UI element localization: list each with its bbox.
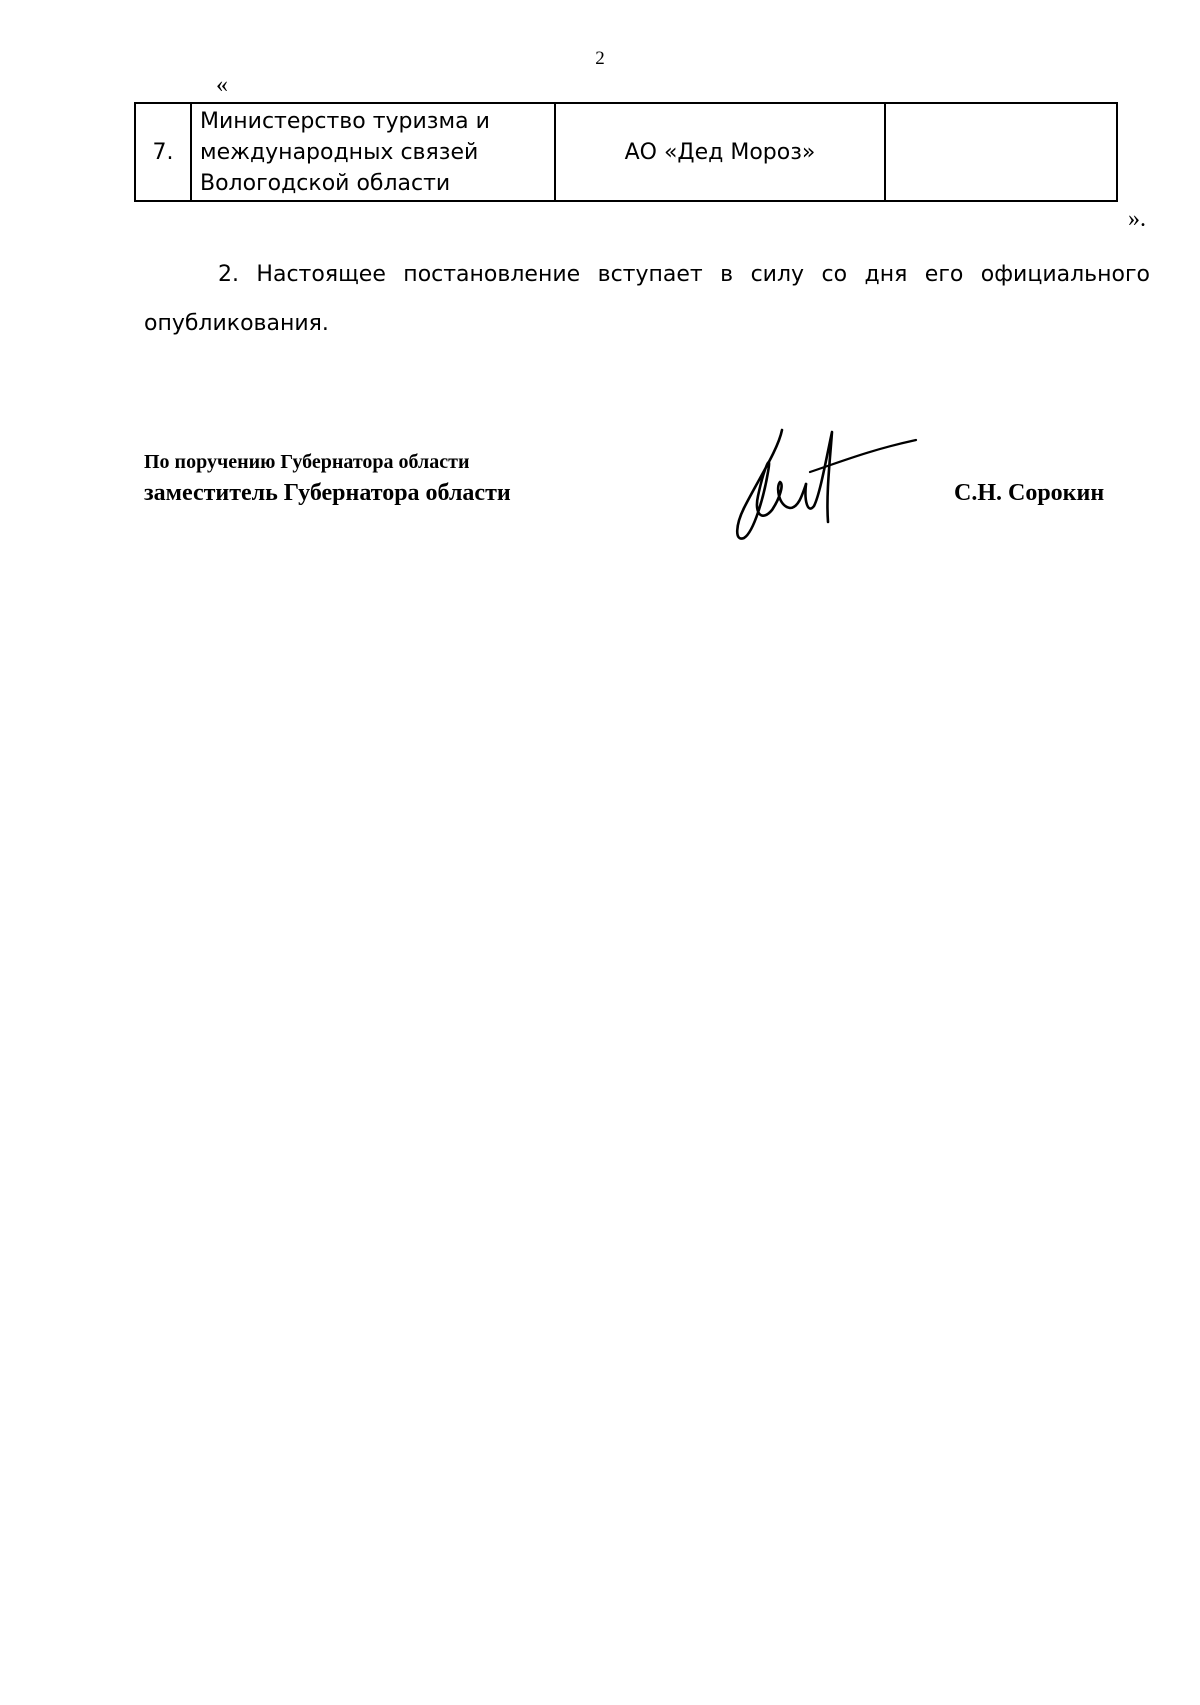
organization-line: Вологодской области [200,170,451,196]
signature-block [144,448,511,510]
handwritten-signature [720,410,920,550]
effective-date-paragraph: 2. Настоящее постановление вступает в силу со дня его официального опубликования. [144,262,1150,336]
table-row [135,103,1117,201]
organization-cell [191,103,555,201]
closing-quote: ». [1128,206,1146,232]
row-number-cell: 7. [135,103,191,201]
signature-instruction-line: По поручению Губернатора области [144,451,470,473]
organization-line: Министерство туризма и [200,108,490,134]
organization-line: международных связей [200,139,479,165]
signatory-title: заместитель Губернатора области [144,480,511,506]
opening-quote: « [216,72,228,98]
table-container [134,102,1118,202]
page-number: 2 [595,48,605,69]
empty-cell [885,103,1117,201]
signer-name: С.Н. Сорокин [954,480,1105,506]
organization-table [134,102,1118,202]
company-cell: АО «Дед Мороз» [555,103,885,201]
